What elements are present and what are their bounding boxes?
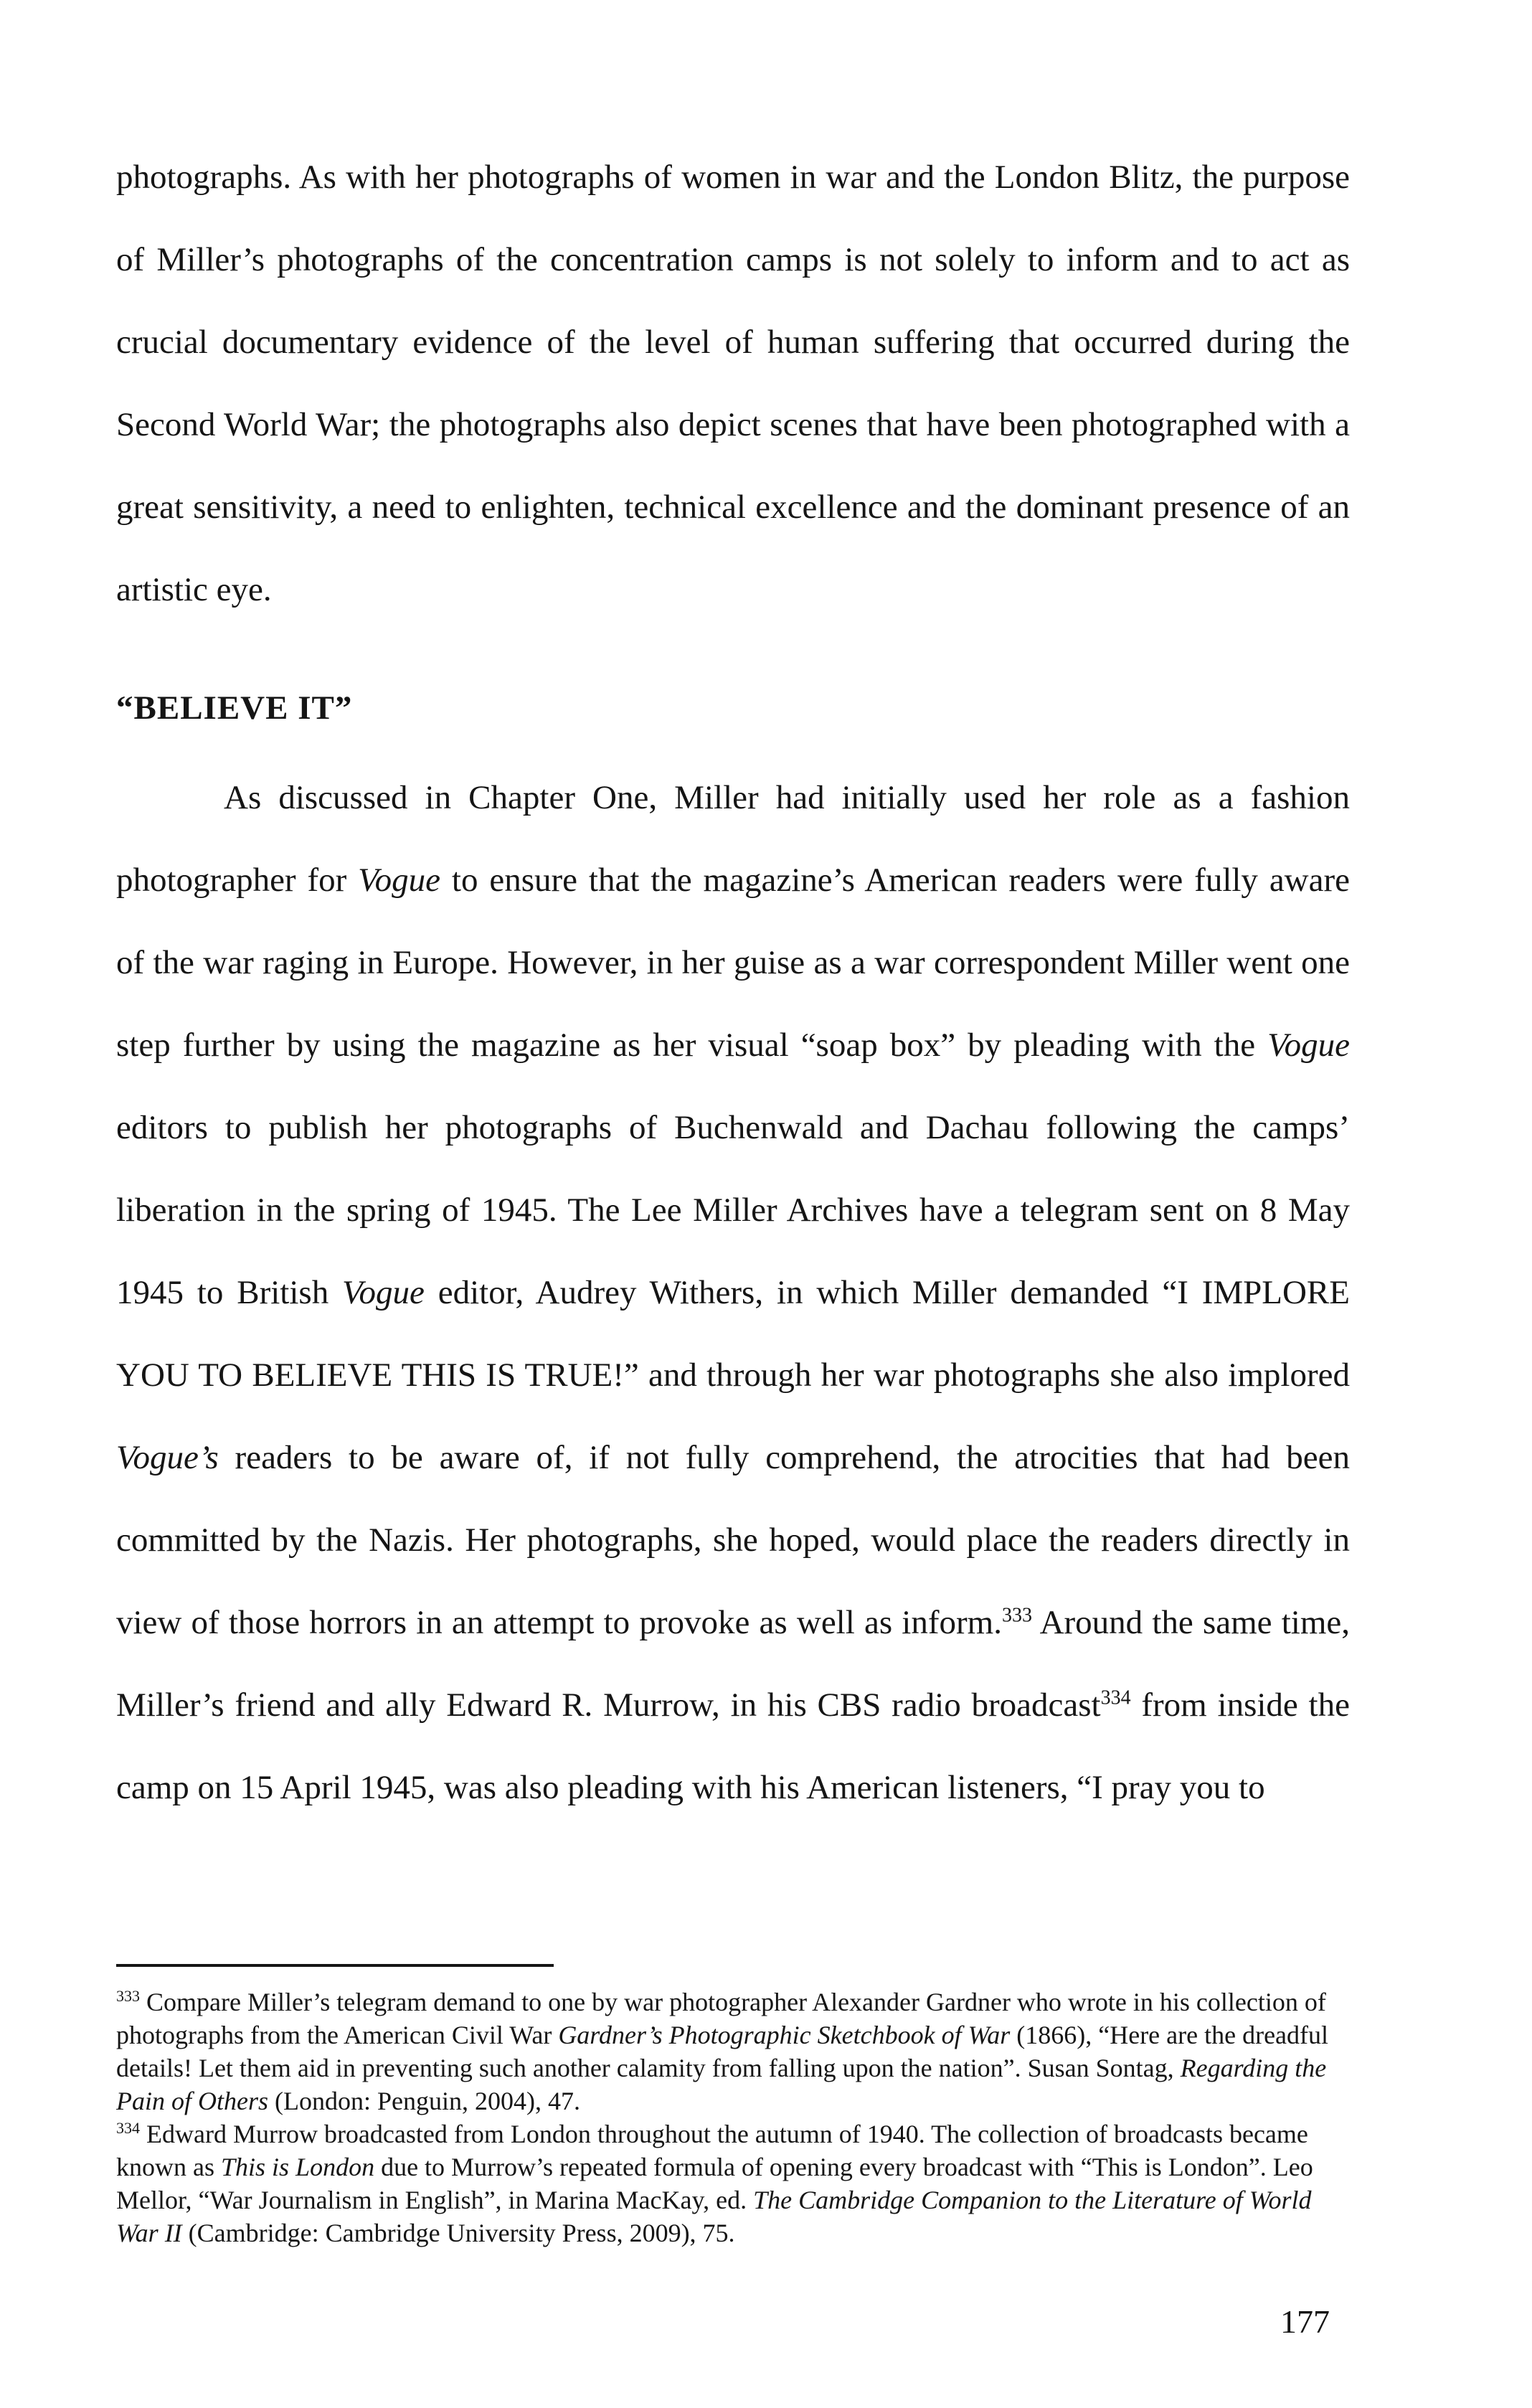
footnote-number: 334 [116,2119,140,2137]
book-title: The Cambridge Companion to the Literature of World War II [116,2186,1312,2247]
footnotes [116,1986,1353,2249]
footnote-number: 333 [116,1987,140,2005]
journal-title: Vogue [1267,1026,1350,1064]
footnote-text: (Cambridge: Cambridge University Press, 2009), 75. [181,2219,735,2247]
footnote-separator [116,1964,554,1967]
book-title: This is London [221,2153,375,2181]
footnote-text: (1866), “Here are the dreadful details! Let them aid in preventing such another calamity from falling upon the nation”. Susan Sontag, [116,2021,1329,2082]
journal-title: Vogue’s [116,1439,219,1476]
footnote-333 [116,1986,1353,2117]
paragraph-text: Around the same time, Miller’s friend and ally Edward R. Murrow, in his CBS radio broadcast [116,1604,1350,1724]
paragraph-text: from inside the camp on 15 April 1945, was also pleading with his American listeners, “I pray you to [116,1686,1350,1806]
paragraph-text: readers to be aware of, if not fully comprehend, the atrocities that had been committed by the Nazis. Her photographs, she hoped, would place the readers directly in view of those horrors in an attempt to provoke as well as inform. [116,1439,1350,1641]
paragraph-text: to ensure that the magazine’s American readers were fully aware of the war raging in Europe. However, in her guise as a war correspondent Miller went one step further by using the magazine as her visual “soap box” by pleading with the [116,861,1350,1064]
footnote-reference-334[interactable]: 334 [1100,1686,1131,1709]
footnote-text: (London: Penguin, 2004), 47. [268,2087,580,2115]
book-title: Gardner’s Photographic Sketchbook of War [558,2021,1011,2049]
paragraph-text: editors to publish her photographs of Buchenwald and Dachau following the camps’ liberation in the spring of 1945. The Lee Miller Archives have a telegram sent on 8 May 1945 to British [116,1109,1350,1311]
footnote-text: due to Murrow’s repeated formula of opening every broadcast with “This is London”. Leo Mellor, “War Journalism in English”, in Marina MacKay, ed. [116,2153,1313,2214]
body-paragraph-1: photographs. As with her photographs of women in war and the London Blitz, the purpose of Miller’s photographs of the concentration camps is not solely to inform and to act as crucial documentary evidence of the level of human suffering that occurred during the Second World War; the photographs also depict scenes that have been photographed with a great sensitivity, a need to enlighten, technical excellence and the dominant presence of an artistic eye. [116,159,1350,608]
footnote-reference-333[interactable]: 333 [1001,1604,1032,1627]
journal-title: Vogue [342,1274,425,1311]
paragraph-text: As discussed in Chapter One, Miller had initially used her role as a fashion photographer for [116,779,1350,899]
footnote-text: Compare Miller’s telegram demand to one by war photographer Alexander Gardner who wrote in his collection of photographs from the American Civil War [116,1988,1326,2049]
body-paragraph-2 [116,757,1350,1829]
page-number: 177 [1280,2303,1330,2340]
journal-title: Vogue [358,861,441,899]
paragraph-text: editor, Audrey Withers, in which Miller demanded “I IMPLORE YOU TO BELIEVE THIS IS TRUE!” and through her war photographs she also implored [116,1274,1350,1394]
book-title: Regarding the Pain of Others [116,2054,1327,2115]
footnote-text: Edward Murrow broadcasted from London throughout the autumn of 1940. The collection of broadcasts became known as [116,2120,1308,2181]
footnote-334 [116,2117,1353,2249]
section-heading: “BELIEVE IT” [116,689,353,727]
